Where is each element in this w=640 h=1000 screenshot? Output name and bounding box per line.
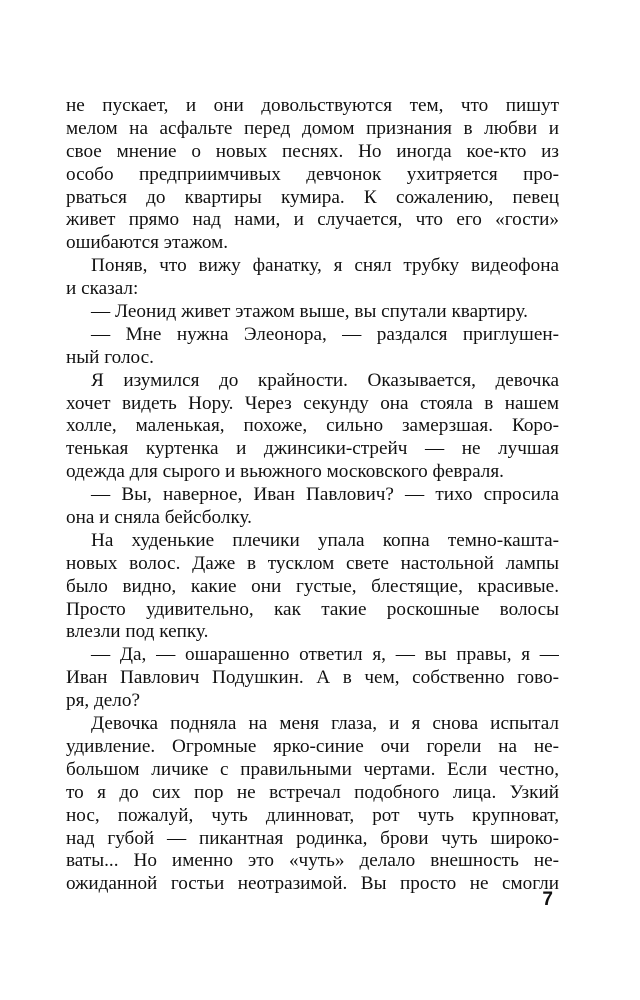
text-line: она и сняла бейсболку. bbox=[66, 507, 252, 529]
text-line: одежда для сырого и вьюжного московского февраля. bbox=[66, 461, 504, 483]
text-line: большом личике с правильными чертами. Если честно, bbox=[66, 758, 559, 780]
text-line: — Леонид живет этажом выше, вы спутали квартиру. bbox=[91, 301, 528, 323]
text-line: влезли под кепку. bbox=[66, 621, 209, 643]
text-line: ошибаются этажом. bbox=[66, 232, 229, 254]
text-line: Девочка подняла на меня глаза, и я снова испытал bbox=[91, 713, 559, 735]
text-line: над губой — пикантная родинка, брови чуть широко- bbox=[66, 827, 559, 849]
text-line: холле, маленькая, похоже, сильно замерзшая. Коро- bbox=[66, 415, 559, 437]
text-line: ожиданной гостьи неотразимой. Вы просто не смогли bbox=[66, 873, 559, 895]
text-line: ря, дело? bbox=[66, 690, 140, 712]
text-line: — Мне нужна Элеонора, — раздался приглушен- bbox=[91, 323, 559, 345]
text-line: особо предприимчивых девчонок ухитряется про- bbox=[66, 163, 559, 185]
text-line: было видно, какие они густые, блестящие, красивые. bbox=[66, 575, 559, 597]
text-line: хочет видеть Нору. Через секунду она стояла в нашем bbox=[66, 392, 559, 414]
text-line: ваты... Но именно это «чуть» делало внешность не- bbox=[66, 850, 559, 872]
text-line: живет прямо над нами, и случается, что его «гости» bbox=[66, 209, 559, 231]
text-line: Поняв, что вижу фанатку, я снял трубку видеофона bbox=[91, 255, 559, 277]
text-line: Я изумился до крайности. Оказывается, девочка bbox=[91, 369, 559, 391]
text-line: рваться до квартиры кумира. К сожалению, певец bbox=[66, 186, 559, 208]
text-line: и сказал: bbox=[66, 278, 139, 300]
text-line: На худенькие плечики упала копна темно-кашта- bbox=[91, 529, 559, 551]
body-text bbox=[66, 95, 559, 896]
text-line: — Вы, наверное, Иван Павлович? — тихо спросила bbox=[91, 484, 559, 506]
text-line: удивление. Огромные ярко-синие очи горели на не- bbox=[66, 735, 559, 757]
text-line: Иван Павлович Подушкин. А в чем, собственно гово- bbox=[66, 667, 559, 689]
text-line: свое мнение о новых песнях. Но иногда кое-кто из bbox=[66, 140, 559, 162]
text-line: нос, пожалуй, чуть длинноват, рот чуть крупноват, bbox=[66, 804, 559, 826]
page-number: 7 bbox=[542, 889, 553, 910]
text-line: новых волос. Даже в тусклом свете настольной лампы bbox=[66, 552, 559, 574]
text-line: тенькая куртенка и джинсики-стрейч — не лучшая bbox=[66, 438, 559, 460]
text-line: то я до сих пор не встречал подобного лица. Узкий bbox=[66, 781, 559, 803]
text-line: Просто удивительно, как такие роскошные волосы bbox=[66, 598, 559, 620]
text-line: мелом на асфальте перед домом признания в любви и bbox=[66, 117, 559, 139]
text-line: — Да, — ошарашенно ответил я, — вы правы, я — bbox=[91, 644, 559, 666]
text-line: ный голос. bbox=[66, 346, 154, 368]
text-line: не пускает, и они довольствуются тем, что пишут bbox=[66, 95, 559, 116]
